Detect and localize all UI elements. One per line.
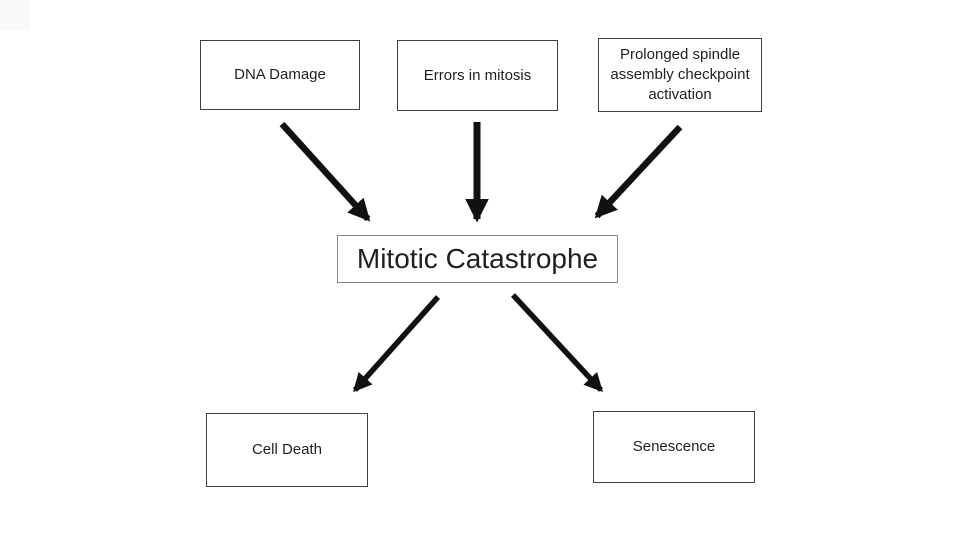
node-errors-in-mitosis	[397, 40, 558, 111]
node-errors-in-mitosis-label: Errors in mitosis	[423, 66, 532, 84]
node-senescence	[593, 411, 755, 483]
arrow-spindle_checkpoint-to-mitotic_catastrophe	[597, 127, 680, 216]
node-mitotic-catastrophe-label: Mitotic Catastrophe	[356, 243, 599, 274]
arrow-mitotic_catastrophe-to-senescence	[513, 295, 601, 390]
arrow-dna_damage-to-mitotic_catastrophe	[282, 124, 368, 219]
node-dna-damage	[200, 40, 360, 110]
arrow-mitotic_catastrophe-to-cell_death	[355, 297, 438, 390]
node-cell-death	[206, 413, 368, 487]
node-mitotic-catastrophe	[337, 235, 618, 283]
node-senescence-label: Senescence	[632, 438, 716, 455]
node-dna-damage-label: DNA Damage	[234, 66, 326, 83]
corner-artifact	[0, 0, 30, 30]
node-spindle-checkpoint-label: Prolonged spindle assembly checkpoint activation	[610, 46, 750, 103]
node-spindle-checkpoint	[598, 38, 762, 112]
node-cell-death-label: Cell Death	[251, 441, 323, 458]
